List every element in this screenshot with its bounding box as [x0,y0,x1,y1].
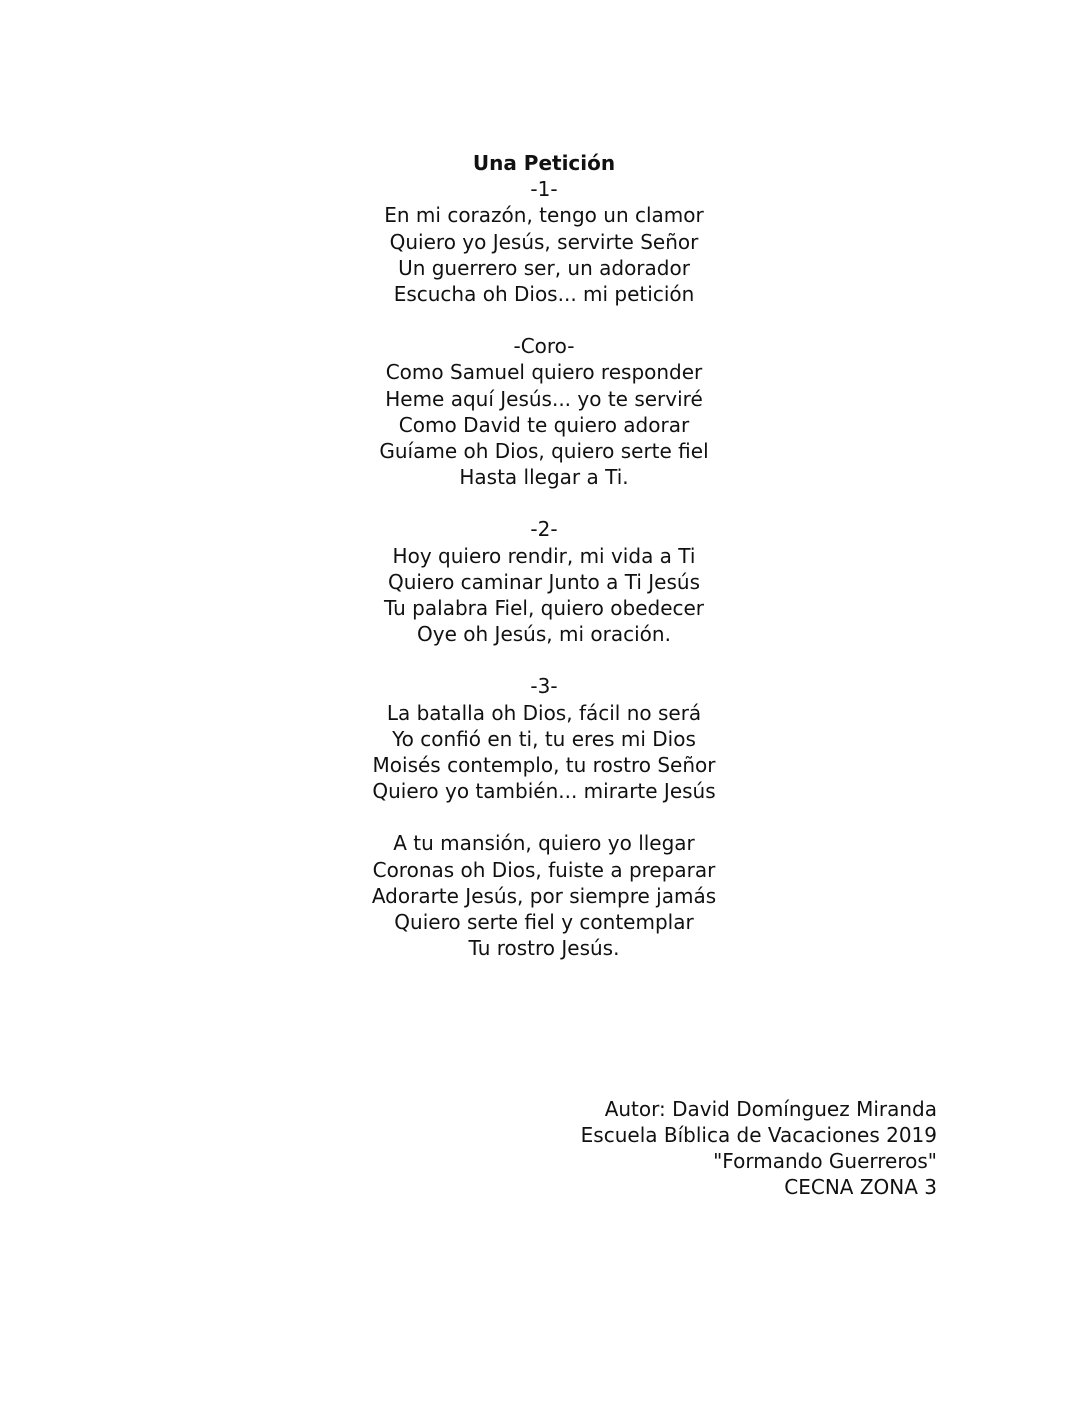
lyric-line: Yo confió en ti, tu eres mi Dios [392,726,696,751]
lyric-line: Quiero yo también... mirarte Jesús [372,779,716,804]
lyric-line: La batalla oh Dios, fácil no será [386,700,702,725]
author-credit: Autor: David Domínguez Miranda [604,1097,937,1121]
lyric-line: Oye oh Jesús, mi oración. [417,622,671,647]
lyric-line: Moisés contemplo, tu rostro Señor [372,753,716,778]
verse-label: -1- [530,177,558,202]
lyric-line: Hasta llegar a Ti. [459,465,629,490]
lyric-line: Tu rostro Jesús. [468,936,620,961]
lyric-line: Hoy quiero rendir, mi vida a Ti [392,543,696,568]
song-lyrics [0,150,1088,987]
organization-credit: CECNA ZONA 3 [784,1175,937,1199]
verse-3 [0,673,1088,804]
lyric-line: Como David te quiero adorar [398,412,690,437]
lyric-line: En mi corazón, tengo un clamor [384,203,704,228]
lyric-line: Quiero yo Jesús, servirte Señor [389,229,699,254]
lyric-line: Tu palabra Fiel, quiero obedecer [383,596,705,621]
chorus [0,333,1088,490]
lyric-line: Quiero caminar Junto a Ti Jesús [388,569,700,594]
lyric-line: Adorarte Jesús, por siempre jamás [371,883,717,908]
credits-block [581,1096,937,1200]
theme-credit: "Formando Guerreros" [713,1149,937,1173]
event-credit: Escuela Bíblica de Vacaciones 2019 [580,1123,937,1147]
verse-1 [0,150,1088,307]
lyric-line: Escucha oh Dios... mi petición [393,282,695,307]
verse-label: -3- [530,674,558,699]
lyric-line: Coronas oh Dios, fuiste a preparar [372,857,716,882]
lyric-line: Un guerrero ser, un adorador [398,255,690,280]
ending-stanza [0,830,1088,961]
lyric-line: Quiero serte fiel y contemplar [394,910,694,935]
verse-2 [0,516,1088,647]
lyric-line: A tu mansión, quiero yo llegar [393,831,695,856]
lyric-line: Como Samuel quiero responder [385,360,703,385]
song-title: Una Petición [472,151,616,175]
lyric-line: Heme aquí Jesús... yo te serviré [385,386,703,411]
verse-label: -2- [530,517,558,542]
lyric-line: Guíame oh Dios, quiero serte fiel [379,439,709,464]
chorus-label: -Coro- [513,334,575,359]
